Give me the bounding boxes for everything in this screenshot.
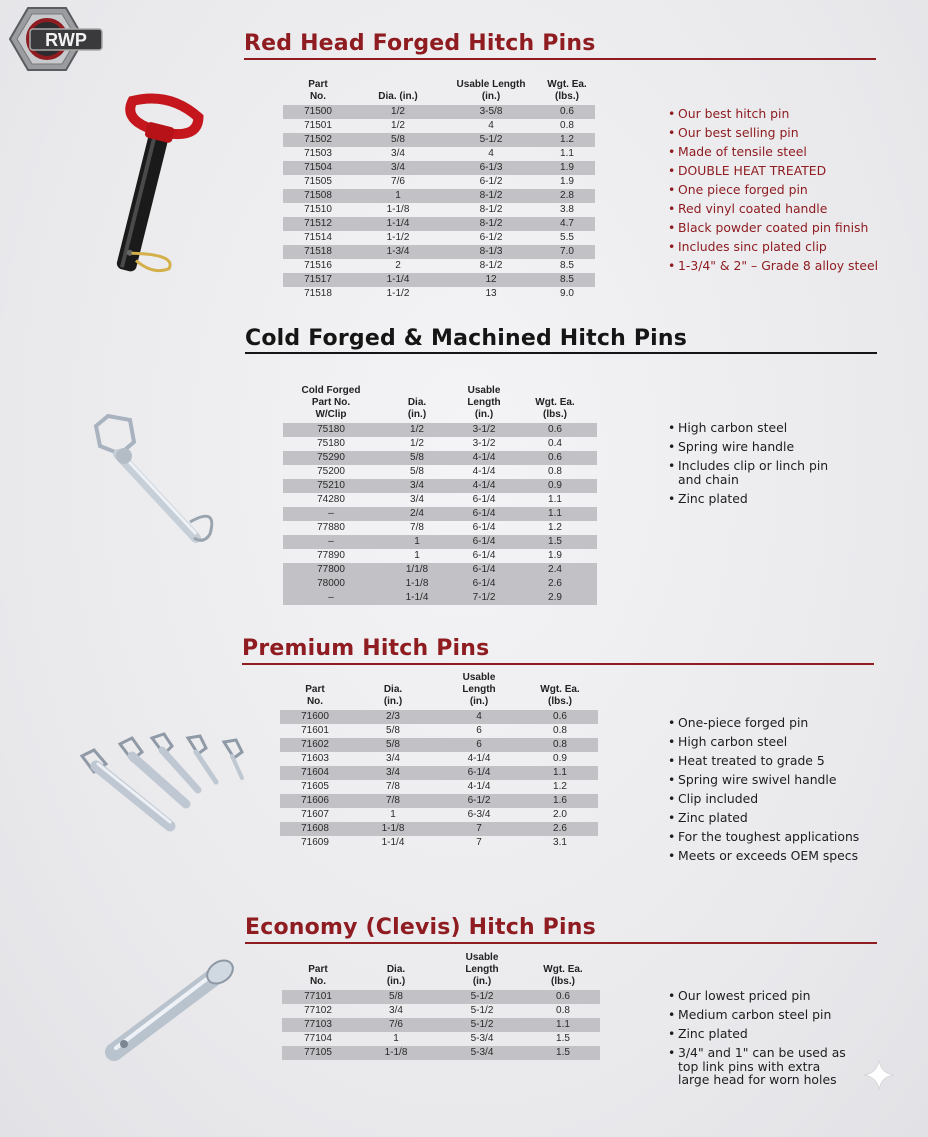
feature-item: • Clip included xyxy=(668,789,859,808)
table-cell: 77102 xyxy=(304,1005,332,1016)
table-cell: 5/8 xyxy=(350,738,436,752)
column-header: Dia. (in.) xyxy=(407,397,427,420)
table-cell: 71502 xyxy=(283,133,353,147)
table-cell: 75180 xyxy=(283,423,379,437)
feature-item: • Spring wire handle xyxy=(668,437,848,456)
table-cell: 77103 xyxy=(282,1018,354,1032)
table-cell: 71514 xyxy=(304,232,332,243)
table-cell: 1/2 xyxy=(410,438,424,449)
table-cell: 2.4 xyxy=(513,563,597,577)
table-header xyxy=(282,952,600,990)
table-cell: 6-1/4 xyxy=(455,507,513,521)
feature-item: • Our best selling pin xyxy=(668,123,878,142)
table-cell: 7/6 xyxy=(354,1018,438,1032)
table-cell: 5/8 xyxy=(379,451,455,465)
table-cell: 1.2 xyxy=(553,781,567,792)
feature-item: • Zinc plated xyxy=(668,808,859,827)
table-row xyxy=(283,591,597,605)
table-header-row xyxy=(283,385,597,423)
sparkle-icon xyxy=(862,1058,896,1092)
table-cell: 4.7 xyxy=(539,217,595,231)
table-row xyxy=(280,808,598,822)
column-header: Wgt. Ea. (lbs.) xyxy=(540,684,580,707)
table-cell: – xyxy=(283,591,379,605)
table-cell: 71505 xyxy=(304,176,332,187)
table-cell: 4 xyxy=(488,148,494,159)
table-cell: 7 xyxy=(476,837,482,848)
feature-item: • Spring wire swivel handle xyxy=(668,770,859,789)
table-cell: 0.6 xyxy=(513,451,597,465)
table-cell: 71503 xyxy=(304,148,332,159)
table-cell: 2/3 xyxy=(350,710,436,724)
feature-item: • Made of tensile steel xyxy=(668,142,878,161)
red-head-hitch-pin-image xyxy=(60,96,240,296)
table-cell: 5-3/4 xyxy=(438,1046,526,1060)
table-cell: 77800 xyxy=(283,563,379,577)
table-cell: 3/4 xyxy=(350,766,436,780)
feature-item: • 1-3/4" & 2" – Grade 8 alloy steel xyxy=(668,256,878,276)
table-cell: 6 xyxy=(476,725,482,736)
section-rule xyxy=(245,942,877,944)
table-cell: 71606 xyxy=(280,794,350,808)
table-cell: 6-1/2 xyxy=(479,232,503,243)
column-header: Dia. (in.) xyxy=(378,91,418,102)
table-cell: 6-3/4 xyxy=(467,809,491,820)
table-header xyxy=(280,672,598,710)
table-row xyxy=(283,287,595,301)
table-row xyxy=(283,423,597,437)
table-cell: 71600 xyxy=(280,710,350,724)
table-cell: 71504 xyxy=(283,161,353,175)
table-cell: 1 xyxy=(390,809,396,820)
table-cell: 2.6 xyxy=(522,822,598,836)
table-cell: 8-1/2 xyxy=(443,217,539,231)
table-cell: 6-1/4 xyxy=(436,766,522,780)
feature-item: • Heat treated to grade 5 xyxy=(668,751,859,770)
table-cell: 71516 xyxy=(304,260,332,271)
table-cell: 1.5 xyxy=(526,1046,600,1060)
table-body xyxy=(283,423,597,605)
feature-item: • Our lowest priced pin xyxy=(668,986,848,1005)
feature-item: • Zinc plated xyxy=(668,489,848,508)
column-header: Wgt. Ea. (lbs.) xyxy=(547,79,587,102)
column-header: Wgt. Ea. (lbs.) xyxy=(535,397,575,420)
table-cell: 71508 xyxy=(283,189,353,203)
table-cell: 71603 xyxy=(301,753,329,764)
feature-item: • One piece forged pin xyxy=(668,180,878,199)
table-cell: 4-1/4 xyxy=(472,466,496,477)
table-cell: 2.0 xyxy=(553,809,567,820)
table-cell: 3-1/2 xyxy=(472,438,496,449)
table-cell: 7/6 xyxy=(391,176,405,187)
table-cell: 6-1/4 xyxy=(455,577,513,591)
table-cell: 8.5 xyxy=(560,260,574,271)
table-cell: 1/2 xyxy=(379,423,455,437)
table-row xyxy=(283,133,595,147)
table-cell: 71512 xyxy=(283,217,353,231)
table-header xyxy=(283,385,597,423)
table-cell: 75290 xyxy=(283,451,379,465)
table-cell: 4 xyxy=(488,120,494,131)
table-cell: 1/1/8 xyxy=(379,563,455,577)
table-cell: 0.6 xyxy=(526,990,600,1004)
table-row xyxy=(283,259,595,273)
column-header: Wgt. Ea. (lbs.) xyxy=(543,964,583,987)
table-cell: 0.8 xyxy=(556,1005,570,1016)
table-cell: 5/8 xyxy=(386,725,400,736)
table-cell: 5-1/2 xyxy=(438,1018,526,1032)
table-cell: 1-1/4 xyxy=(353,273,443,287)
table-cell: 1 xyxy=(414,550,420,561)
table-cell: 5/8 xyxy=(353,133,443,147)
table-row xyxy=(280,724,598,738)
table-cell: 1 xyxy=(393,1033,399,1044)
table-cell: 3/4 xyxy=(353,161,443,175)
column-header: Usable Length (in.) xyxy=(467,385,501,420)
table-cell: 77880 xyxy=(317,522,345,533)
table-cell: 0.8 xyxy=(553,725,567,736)
table-cell: 1-1/8 xyxy=(379,577,455,591)
table-cell: 71608 xyxy=(280,822,350,836)
table-cell: 0.8 xyxy=(522,738,598,752)
table-cell: 1 xyxy=(379,535,455,549)
table-cell: 1.1 xyxy=(560,148,574,159)
table-cell: 6-1/2 xyxy=(436,794,522,808)
table-row xyxy=(283,451,597,465)
table-cell: 6-1/3 xyxy=(443,161,539,175)
table-cell: 1/2 xyxy=(391,120,405,131)
table-cell: 1-1/4 xyxy=(353,217,443,231)
premium-spec-table xyxy=(280,672,598,850)
table-cell: 1/2 xyxy=(353,105,443,119)
feature-item: • High carbon steel xyxy=(668,732,859,751)
table-cell: 4-1/4 xyxy=(467,753,491,764)
table-row xyxy=(280,738,598,752)
table-cell: 75180 xyxy=(317,438,345,449)
table-row xyxy=(283,479,597,493)
table-row xyxy=(280,766,598,780)
section-rule xyxy=(245,352,877,354)
table-body xyxy=(283,105,595,301)
table-cell: 75200 xyxy=(317,466,345,477)
table-body xyxy=(282,990,600,1060)
table-cell: 71500 xyxy=(283,105,353,119)
table-cell: 1.6 xyxy=(522,794,598,808)
table-cell: 7/8 xyxy=(386,781,400,792)
feature-item: • Red vinyl coated handle xyxy=(668,199,878,218)
table-cell: 1.9 xyxy=(560,176,574,187)
table-row xyxy=(283,231,595,245)
table-cell: 71604 xyxy=(280,766,350,780)
table-cell: 7 xyxy=(436,822,522,836)
table-cell: 7-1/2 xyxy=(455,591,513,605)
section-title: Economy (Clevis) Hitch Pins xyxy=(245,915,596,940)
table-header-row xyxy=(283,79,595,105)
table-cell: 1-1/2 xyxy=(386,288,410,299)
table-cell: 6-1/4 xyxy=(472,494,496,505)
table-cell: 1-3/4 xyxy=(353,245,443,259)
table-cell: 1.2 xyxy=(539,133,595,147)
table-cell: 3/4 xyxy=(410,494,424,505)
table-cell: 5.5 xyxy=(560,232,574,243)
column-header: Cold Forged Part No. W/Clip xyxy=(301,385,361,420)
table-cell: 0.4 xyxy=(548,438,562,449)
table-cell: 1.5 xyxy=(513,535,597,549)
table-cell: 1.9 xyxy=(539,161,595,175)
table-cell: 1.5 xyxy=(556,1033,570,1044)
table-cell: 71602 xyxy=(280,738,350,752)
table-cell: 5-1/2 xyxy=(443,133,539,147)
table-row xyxy=(283,217,595,231)
red-head-spec-table xyxy=(283,79,595,301)
table-cell: 13 xyxy=(485,288,497,299)
table-cell: 4 xyxy=(436,710,522,724)
column-header: Part No. xyxy=(308,79,328,102)
table-cell: 1.9 xyxy=(548,550,562,561)
table-row xyxy=(282,1004,600,1018)
feature-item: • Our best hitch pin xyxy=(668,104,878,123)
table-cell: 0.6 xyxy=(539,105,595,119)
table-row xyxy=(283,105,595,119)
table-cell: 2/4 xyxy=(379,507,455,521)
table-row xyxy=(282,990,600,1004)
table-row xyxy=(283,161,595,175)
section-title: Cold Forged & Machined Hitch Pins xyxy=(245,326,688,351)
table-cell: 1.1 xyxy=(513,507,597,521)
table-row xyxy=(283,535,597,549)
table-header xyxy=(283,79,595,105)
clevis-hitch-pin-image xyxy=(100,956,240,1066)
feature-item: • One-piece forged pin xyxy=(668,713,859,732)
table-cell: 8.5 xyxy=(539,273,595,287)
table-row xyxy=(282,1032,600,1046)
table-row xyxy=(283,465,597,479)
table-row xyxy=(283,147,595,161)
table-cell: 4-1/4 xyxy=(455,479,513,493)
table-cell: 71518 xyxy=(304,288,332,299)
column-header: Usable Length (in.) xyxy=(462,672,496,707)
table-row xyxy=(280,836,598,850)
table-row xyxy=(283,119,595,133)
table-row xyxy=(283,203,595,217)
table-row xyxy=(283,189,595,203)
table-cell: 6-1/4 xyxy=(455,535,513,549)
rwp-logo xyxy=(8,4,104,74)
feature-item: • For the toughest applications xyxy=(668,827,859,846)
table-cell: 9.0 xyxy=(560,288,574,299)
table-cell: 71501 xyxy=(304,120,332,131)
column-header: Usable Length (in.) xyxy=(456,79,526,102)
feature-item: • Medium carbon steel pin xyxy=(668,1005,848,1024)
table-cell: 8-1/3 xyxy=(443,245,539,259)
table-cell: 77890 xyxy=(317,550,345,561)
table-cell: 5-1/2 xyxy=(470,1005,494,1016)
table-cell: 2 xyxy=(395,260,401,271)
table-cell: 3/4 xyxy=(379,479,455,493)
feature-item: • High carbon steel xyxy=(668,418,848,437)
cold-forged-hitch-pin-image xyxy=(86,410,236,560)
table-header-row xyxy=(282,952,600,990)
section-rule xyxy=(244,58,876,60)
table-row xyxy=(282,1046,600,1060)
table-row xyxy=(283,521,597,535)
table-cell: 77105 xyxy=(282,1046,354,1060)
table-cell: 77101 xyxy=(282,990,354,1004)
table-row xyxy=(283,245,595,259)
feature-item: • 3/4" and 1" can be used as top link pins with extra large head for worn holes xyxy=(668,1043,848,1090)
table-cell: 3/4 xyxy=(391,148,405,159)
table-cell: 1.1 xyxy=(526,1018,600,1032)
table-cell: 3.8 xyxy=(560,204,574,215)
feature-item: • Meets or exceeds OEM specs xyxy=(668,846,859,865)
table-cell: 12 xyxy=(443,273,539,287)
table-cell: 5/8 xyxy=(354,990,438,1004)
table-cell: 1-1/4 xyxy=(381,837,405,848)
premium-hitch-pins-image xyxy=(76,730,256,840)
table-cell: 7.0 xyxy=(539,245,595,259)
table-cell: 6-1/4 xyxy=(472,522,496,533)
table-cell: 0.6 xyxy=(522,710,598,724)
table-row xyxy=(283,549,597,563)
table-cell: 74280 xyxy=(317,494,345,505)
section-title: Premium Hitch Pins xyxy=(242,636,490,661)
table-cell: 8-1/2 xyxy=(479,260,503,271)
section-title: Red Head Forged Hitch Pins xyxy=(244,31,596,56)
table-cell: 1-1/8 xyxy=(354,1046,438,1060)
table-cell: 0.9 xyxy=(513,479,597,493)
table-row xyxy=(283,273,595,287)
table-body xyxy=(280,710,598,850)
table-row xyxy=(283,493,597,507)
table-row xyxy=(282,1018,600,1032)
table-cell: 1-1/2 xyxy=(386,232,410,243)
feature-list xyxy=(668,104,878,276)
table-cell: 71609 xyxy=(301,837,329,848)
table-cell: 71510 xyxy=(304,204,332,215)
table-cell: 7/8 xyxy=(350,794,436,808)
feature-item: • DOUBLE HEAT TREATED xyxy=(668,161,878,180)
table-header-row xyxy=(280,672,598,710)
table-row xyxy=(280,752,598,766)
table-row xyxy=(280,794,598,808)
section-rule xyxy=(242,663,874,665)
table-cell: 1.2 xyxy=(548,522,562,533)
column-header: Part No. xyxy=(308,964,328,987)
table-cell: 71607 xyxy=(301,809,329,820)
table-cell: 3.1 xyxy=(553,837,567,848)
table-row xyxy=(283,175,595,189)
table-cell: 8-1/2 xyxy=(443,189,539,203)
table-cell: 5-3/4 xyxy=(470,1033,494,1044)
table-cell: 0.9 xyxy=(553,753,567,764)
table-cell: 0.8 xyxy=(548,466,562,477)
table-cell: 77104 xyxy=(304,1033,332,1044)
table-cell: 1 xyxy=(353,189,443,203)
table-cell: 4-1/4 xyxy=(455,451,513,465)
table-cell: 5/8 xyxy=(410,466,424,477)
table-cell: 71605 xyxy=(301,781,329,792)
feature-list xyxy=(668,986,848,1090)
feature-item: • Includes clip or linch pin and chain xyxy=(668,456,848,489)
table-row xyxy=(283,577,597,591)
table-cell: 1.1 xyxy=(522,766,598,780)
column-header: Part No. xyxy=(305,684,325,707)
table-cell: 8-1/2 xyxy=(479,204,503,215)
table-cell: – xyxy=(283,507,379,521)
table-cell: 71518 xyxy=(283,245,353,259)
feature-list xyxy=(668,713,859,865)
table-cell: 75210 xyxy=(283,479,379,493)
table-row xyxy=(283,563,597,577)
table-row xyxy=(283,507,597,521)
table-cell: 6-1/4 xyxy=(455,563,513,577)
table-cell: 78000 xyxy=(283,577,379,591)
table-cell: 0.8 xyxy=(560,120,574,131)
feature-item: • Includes sinc plated clip xyxy=(668,237,878,256)
table-row xyxy=(283,437,597,451)
table-cell: 6-1/4 xyxy=(472,550,496,561)
table-cell: 3/4 xyxy=(386,753,400,764)
table-cell: 2.8 xyxy=(539,189,595,203)
table-cell: 71601 xyxy=(301,725,329,736)
table-cell: 0.6 xyxy=(513,423,597,437)
table-row xyxy=(280,710,598,724)
table-cell: 3-5/8 xyxy=(443,105,539,119)
table-cell: 1-1/8 xyxy=(350,822,436,836)
table-cell: 1.1 xyxy=(548,494,562,505)
column-header: Usable Length (in.) xyxy=(465,952,499,987)
table-cell: – xyxy=(283,535,379,549)
cold-forged-spec-table xyxy=(283,385,597,605)
table-cell: 1-1/8 xyxy=(386,204,410,215)
table-cell: 1-1/4 xyxy=(379,591,455,605)
table-cell: 6-1/2 xyxy=(479,176,503,187)
table-cell: 71517 xyxy=(283,273,353,287)
logo-text: RWP xyxy=(45,30,87,50)
column-header: Dia. (in.) xyxy=(383,684,403,707)
table-cell: 5-1/2 xyxy=(438,990,526,1004)
table-cell: 6 xyxy=(436,738,522,752)
table-cell: 2.9 xyxy=(513,591,597,605)
table-cell: 3-1/2 xyxy=(455,423,513,437)
table-cell: 7/8 xyxy=(410,522,424,533)
economy-spec-table xyxy=(282,952,600,1060)
table-row xyxy=(280,822,598,836)
table-cell: 4-1/4 xyxy=(467,781,491,792)
table-row xyxy=(280,780,598,794)
feature-item: • Zinc plated xyxy=(668,1024,848,1043)
column-header: Dia. (in.) xyxy=(386,964,406,987)
feature-list xyxy=(668,418,848,508)
table-cell: 2.6 xyxy=(513,577,597,591)
table-cell: 3/4 xyxy=(389,1005,403,1016)
feature-item: • Black powder coated pin finish xyxy=(668,218,878,237)
